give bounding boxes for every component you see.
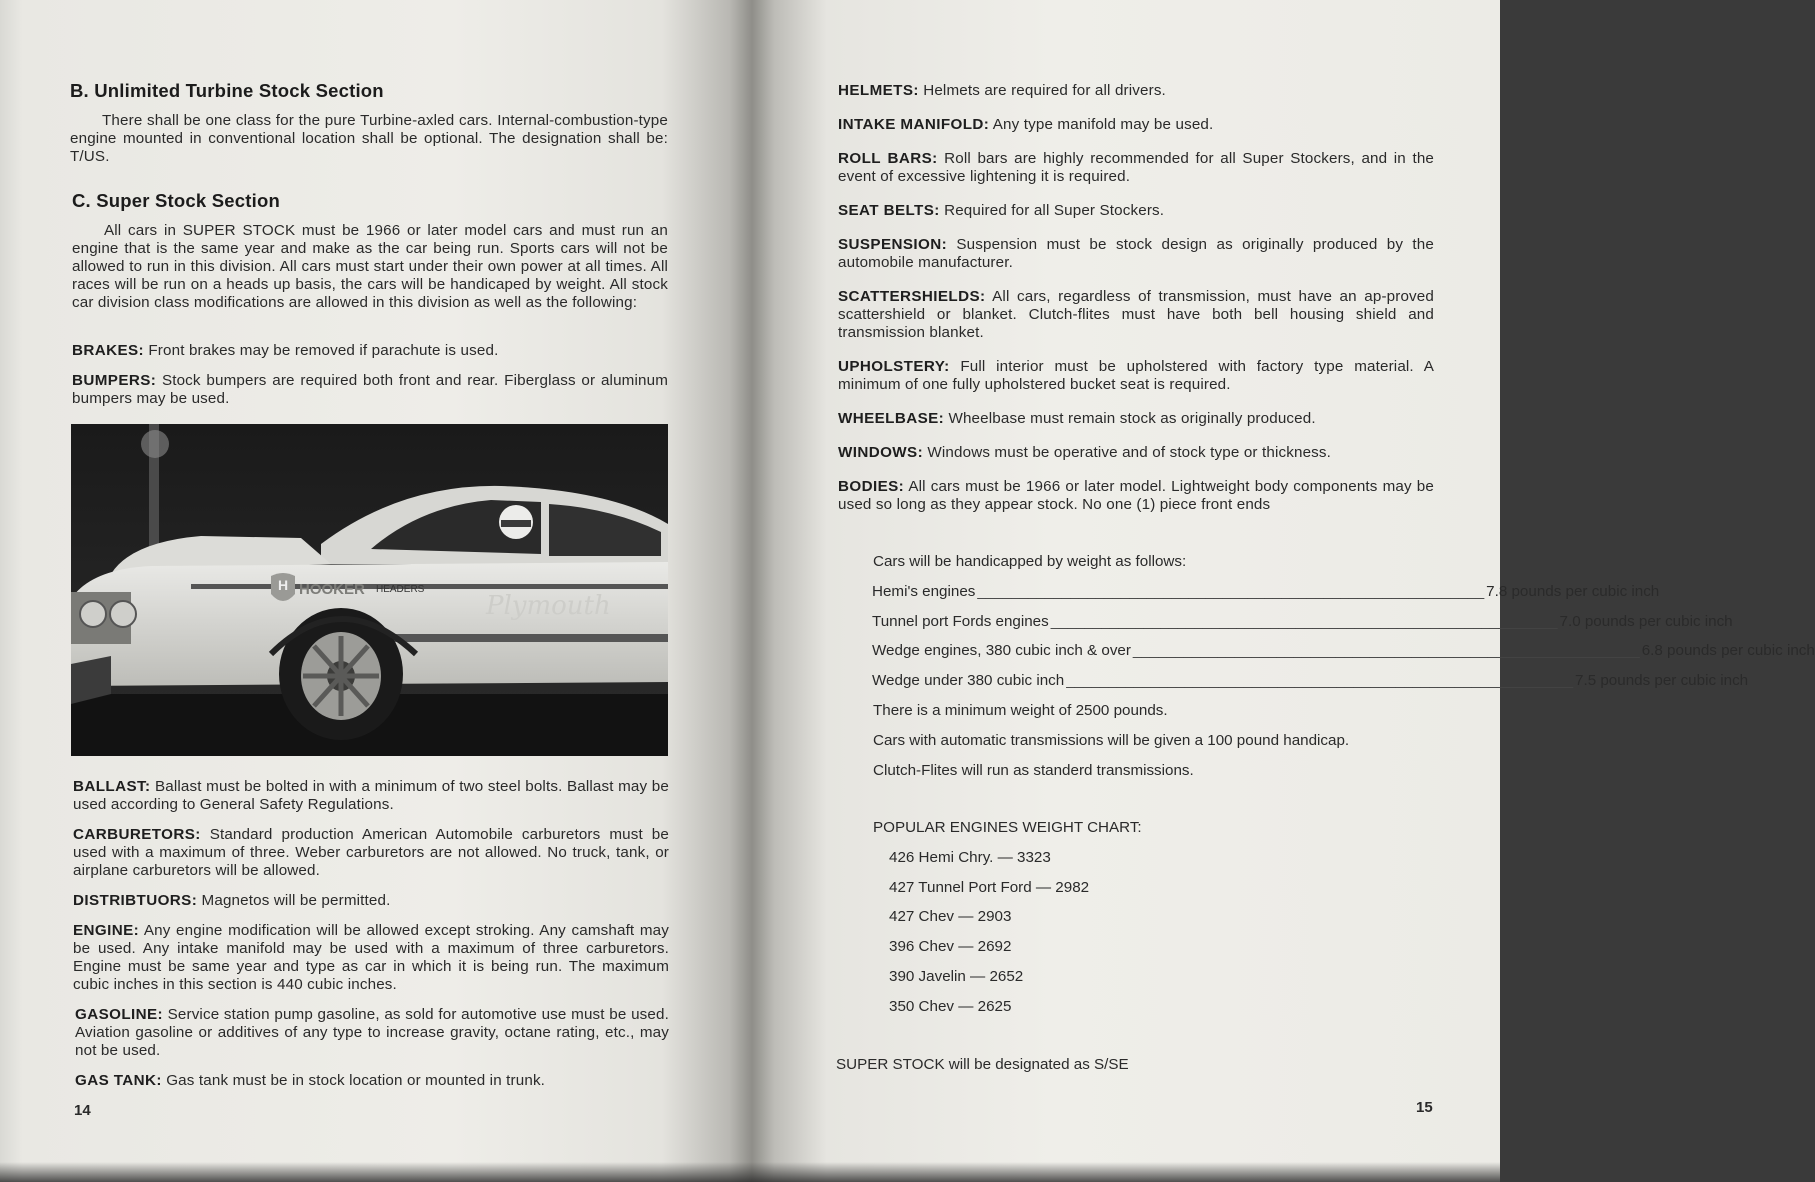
weight-chart-item: 390 Javelin — 2652 — [889, 968, 1024, 985]
weight-chart-item: 350 Chev — 2625 — [889, 998, 1012, 1015]
handicap-label: Hemi's engines — [872, 583, 976, 600]
rule-windows: WINDOWS: Windows must be operative and of stock type or thickness. — [838, 444, 1332, 461]
handicap-value: 7.8 pounds per cubic inch — [1486, 583, 1660, 600]
handicap-row — [872, 583, 1660, 601]
rule-wheelbase: WHEELBASE: Wheelbase must remain stock as originally produced. — [838, 410, 1316, 427]
rule-bumpers: BUMPERS: Stock bumpers are required both front and rear. Fiberglass or aluminum bumpers may be used. — [72, 372, 668, 407]
handicap-note: There is a minimum weight of 2500 pounds. — [873, 702, 1168, 719]
rule-gas-tank: GAS TANK: Gas tank must be in stock location or mounted in trunk. — [75, 1072, 546, 1089]
rule-bodies: BODIES: All cars must be 1966 or later model. Lightweight body components may be used so long as they appear stock. No one (1) piece front ends — [838, 478, 1434, 513]
weight-chart-title: POPULAR ENGINES WEIGHT CHART: — [873, 819, 1142, 836]
dot-leader: ____________________________________________________________ — [977, 583, 1485, 600]
rule-distributors: DISTRIBTUORS: Magnetos will be permitted. — [73, 892, 391, 909]
handicap-value: 6.8 pounds per cubic inch — [1641, 642, 1815, 659]
handicap-label: Tunnel port Fords engines — [872, 613, 1049, 630]
section-b-heading: B. Unlimited Turbine Stock Section — [70, 80, 384, 101]
handicap-note: Clutch-Flites will run as standerd transmissions. — [873, 762, 1194, 779]
rule-suspension: SUSPENSION: Suspension must be stock design as originally produced by the automobile manufacturer. — [838, 236, 1435, 271]
weight-chart-item: 427 Tunnel Port Ford — 2982 — [889, 879, 1090, 896]
rule-scattershields: SCATTERSHIELDS: All cars, regardless of transmission, must have an ap-proved scattershield or blanket. Clutch-flites must have both bell housing shield and transmission blanket. — [838, 288, 1434, 341]
weight-chart-item: 426 Hemi Chry. — 3323 — [889, 849, 1051, 866]
rule-carburetors: CARBURETORS: Standard production American Automobile carburetors must be used with a maximum of three. Weber carburetors are not allowed. No truck, tank, or airplane carburetors will be allowed. — [73, 826, 669, 879]
decal-plymouth: Plymouth — [486, 591, 611, 621]
page-number-right: 15 — [1416, 1099, 1433, 1116]
svg-text:H: H — [277, 577, 289, 593]
designation: SUPER STOCK will be designated as S/SE — [836, 1056, 1129, 1073]
page-number-left: 14 — [74, 1102, 91, 1119]
handicap-label: Wedge under 380 cubic inch — [872, 672, 1065, 689]
page-bottom-edge — [0, 1162, 1500, 1182]
left-page — [0, 0, 752, 1182]
rule-brakes: BRAKES: Front brakes may be removed if parachute is used. — [72, 342, 499, 359]
dot-leader: ____________________________________________________________ — [1132, 642, 1640, 659]
rule-engine: ENGINE: Any engine modification will be allowed except stroking. Any camshaft may be used. Any intake manifold may be used with a maximum of three carburetors. Engine must be same year and type as car in which it is being run. The maximum cubic inches in this section is 440 cubic inches. — [73, 922, 670, 993]
weight-chart-item: 427 Chev — 2903 — [889, 908, 1012, 925]
handicap-value: 7.5 pounds per cubic inch — [1575, 672, 1749, 689]
section-c-body: All cars in SUPER STOCK must be 1966 or later model cars and must run an engine that is the same year and make as the car being run. Sports cars will not be allowed to run in this division. All cars must start under their own power at all times. All races will be run on a heads up basis, the cars will be handicaped by weight. All stock car division class modifications are allowed in this division as well as the following: — [72, 222, 668, 311]
section-c-heading: C. Super Stock Section — [72, 190, 280, 211]
dot-leader: ____________________________________________________________ — [1050, 613, 1558, 630]
handicap-note: Cars with automatic transmissions will be given a 100 pound handicap. — [873, 732, 1350, 749]
handicap-row — [872, 642, 1815, 660]
handicap-label: Wedge engines, 380 cubic inch & over — [872, 642, 1131, 659]
dot-leader: ____________________________________________________________ — [1066, 672, 1574, 689]
handicap-value: 7.0 pounds per cubic inch — [1559, 613, 1733, 630]
weight-chart-item: 396 Chev — 2692 — [889, 938, 1012, 955]
rule-gasoline: GASOLINE: Service station pump gasoline, as sold for automotive use must be used. Aviation gasoline or additives of any type to increase gravity, octane rating, etc., may not be used. — [75, 1006, 669, 1059]
handicap-intro: Cars will be handicapped by weight as follows: — [873, 553, 1187, 570]
decal-headers: HEADERS — [376, 584, 425, 595]
rule-roll-bars: ROLL BARS: Roll bars are highly recommended for all Super Stockers, and in the event of excessive lightening it is required. — [838, 150, 1435, 185]
rule-upholstery: UPHOLSTERY: Full interior must be upholstered with factory type material. A minimum of one fully upholstered bucket seat is required. — [838, 358, 1434, 393]
handicap-row — [872, 672, 1749, 690]
rule-helmets: HELMETS: Helmets are required for all drivers. — [838, 82, 1166, 99]
decal-hooker: HOOKER — [299, 581, 365, 598]
rule-seat-belts: SEAT BELTS: Required for all Super Stockers. — [838, 202, 1165, 219]
handicap-row — [872, 613, 1733, 631]
rule-intake-manifold: INTAKE MANIFOLD: Any type manifold may be used. — [838, 116, 1214, 133]
race-car-photo — [71, 424, 668, 756]
section-b-body: There shall be one class for the pure Turbine-axled cars. Internal-combustion-type engine mounted in conventional location shall be optional. The designation shall be: T/US. — [70, 112, 668, 165]
rule-ballast: BALLAST: Ballast must be bolted in with a minimum of two steel bolts. Ballast may be used according to General Safety Regulations. — [73, 778, 669, 813]
